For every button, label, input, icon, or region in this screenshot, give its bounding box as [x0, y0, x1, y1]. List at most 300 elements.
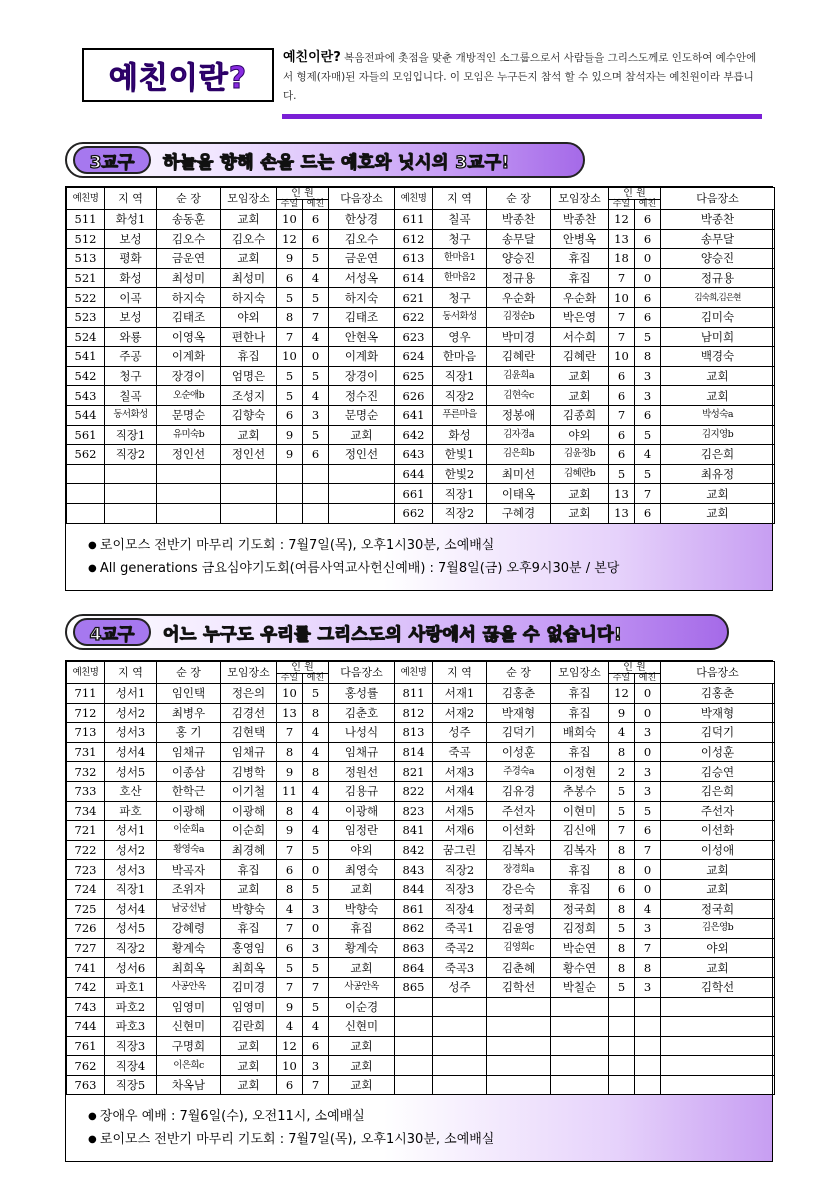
- note-item: ● 로이모스 전반기 마무리 기도회 : 7월7일(목), 오후1시30분, 소예배실: [88, 534, 772, 557]
- cell-place: 하지숙: [221, 288, 277, 308]
- cell-yechin: 4: [635, 445, 661, 465]
- cell-sunday: 18: [609, 249, 635, 269]
- cell-next: 정원선: [329, 762, 395, 782]
- cell-leader: 조위자: [157, 879, 221, 899]
- cell-yechin: 8: [303, 703, 329, 723]
- cell-place: 교회: [221, 249, 277, 269]
- cell-id: 744: [67, 1017, 105, 1037]
- cell-place: 추봉수: [551, 781, 609, 801]
- cell-yechin: 4: [303, 801, 329, 821]
- cell-region: 화성: [105, 268, 157, 288]
- cell-place: 홍영임: [221, 938, 277, 958]
- cell-yechin: [635, 1056, 661, 1076]
- cell-place: 안병옥: [551, 229, 609, 249]
- cell-id: [67, 503, 105, 523]
- cell-yechin: 6: [635, 307, 661, 327]
- cell-next: 서성옥: [329, 268, 395, 288]
- cell-yechin: 0: [303, 919, 329, 939]
- cell-id: 512: [67, 229, 105, 249]
- cell-region: 청구: [105, 366, 157, 386]
- table-row: [67, 703, 775, 723]
- cell-next: 양승진: [661, 249, 775, 269]
- cell-id: 644: [395, 464, 433, 484]
- cell-place: 휴집: [551, 684, 609, 704]
- cell-id: 721: [67, 821, 105, 841]
- cell-region: 평화: [105, 249, 157, 269]
- cell-id: 561: [67, 425, 105, 445]
- cell-sunday: 6: [277, 1075, 303, 1095]
- cell-next: 교회: [661, 958, 775, 978]
- cell-sunday: 2: [609, 762, 635, 782]
- cell-leader: 이선화: [487, 821, 551, 841]
- cell-next: 신현미: [329, 1017, 395, 1037]
- cell-sunday: 12: [609, 684, 635, 704]
- district4-section: [65, 660, 773, 1162]
- divider-line: [282, 114, 762, 119]
- cell-place: 교회: [221, 210, 277, 230]
- cell-id: 812: [395, 703, 433, 723]
- cell-yechin: 4: [303, 821, 329, 841]
- col-next: 다음장소: [661, 188, 775, 210]
- intro-title: 예친이란?: [283, 50, 341, 65]
- cell-place: 엄명은: [221, 366, 277, 386]
- cell-id: 725: [67, 899, 105, 919]
- cell-region: 죽곡2: [433, 938, 487, 958]
- cell-region: [433, 1075, 487, 1095]
- cell-leader: 강혜령: [157, 919, 221, 939]
- cell-sunday: 10: [277, 210, 303, 230]
- table-row: [67, 445, 775, 465]
- cell-yechin: 4: [303, 268, 329, 288]
- cell-region: 보성: [105, 307, 157, 327]
- district3-slogan: 하늘을 향해 손을 드는 예호와 닛시의 3교구!: [163, 153, 510, 173]
- cell-leader: 이성훈: [487, 742, 551, 762]
- col-region: 지 역: [433, 188, 487, 210]
- cell-id: 661: [395, 484, 433, 504]
- cell-yechin: 0: [635, 742, 661, 762]
- cell-next: 정수진: [329, 386, 395, 406]
- cell-next: 교회: [661, 386, 775, 406]
- cell-yechin: 7: [635, 938, 661, 958]
- cell-sunday: 6: [609, 879, 635, 899]
- cell-sunday: 7: [277, 723, 303, 743]
- cell-next: [661, 997, 775, 1017]
- cell-yechin: 3: [635, 762, 661, 782]
- district3-notes: [66, 524, 772, 590]
- cell-sunday: [277, 464, 303, 484]
- cell-id: 523: [67, 307, 105, 327]
- cell-region: 파호2: [105, 997, 157, 1017]
- cell-region: 파호3: [105, 1017, 157, 1037]
- table-row: [67, 425, 775, 445]
- cell-sunday: 10: [609, 347, 635, 367]
- cell-sunday: 7: [609, 307, 635, 327]
- cell-place: 최경혜: [221, 840, 277, 860]
- cell-place: 교회: [221, 1056, 277, 1076]
- cell-leader: 김덕기: [487, 723, 551, 743]
- cell-leader: 김은희b: [487, 445, 551, 465]
- cell-next: 김은영b: [661, 919, 775, 939]
- cell-place: 휴집: [551, 268, 609, 288]
- cell-region: 성서3: [105, 723, 157, 743]
- cell-place: [551, 997, 609, 1017]
- cell-yechin: [303, 484, 329, 504]
- cell-place: 박향숙: [221, 899, 277, 919]
- cell-next: 야외: [329, 840, 395, 860]
- cell-leader: 김학선: [487, 977, 551, 997]
- cell-next: 이선화: [661, 821, 775, 841]
- cell-yechin: 5: [303, 879, 329, 899]
- table-header-row: [67, 662, 775, 684]
- cell-place: 김혜란b: [551, 464, 609, 484]
- cell-leader: [157, 503, 221, 523]
- cell-leader: 박재형: [487, 703, 551, 723]
- cell-id: 743: [67, 997, 105, 1017]
- table-row: [67, 503, 775, 523]
- cell-yechin: 4: [303, 327, 329, 347]
- cell-next: 교회: [329, 425, 395, 445]
- cell-yechin: 0: [635, 249, 661, 269]
- cell-place: 이광해: [221, 801, 277, 821]
- cell-sunday: [609, 1036, 635, 1056]
- cell-yechin: 6: [635, 229, 661, 249]
- cell-next: 한상경: [329, 210, 395, 230]
- cell-leader: 임영미: [157, 997, 221, 1017]
- cell-leader: 정봉애: [487, 405, 551, 425]
- cell-region: [433, 997, 487, 1017]
- cell-yechin: 5: [303, 684, 329, 704]
- cell-yechin: 3: [635, 919, 661, 939]
- cell-place: 휴집: [551, 742, 609, 762]
- cell-sunday: 8: [277, 801, 303, 821]
- cell-sunday: 8: [609, 938, 635, 958]
- cell-place: 김종희: [551, 405, 609, 425]
- cell-yechin: 0: [635, 684, 661, 704]
- cell-next: 김지영b: [661, 425, 775, 445]
- cell-place: 박은영: [551, 307, 609, 327]
- cell-id: 741: [67, 958, 105, 978]
- cell-sunday: 5: [277, 288, 303, 308]
- table-row: [67, 879, 775, 899]
- cell-next: 교회: [329, 879, 395, 899]
- cell-sunday: 13: [609, 229, 635, 249]
- cell-sunday: 12: [277, 1036, 303, 1056]
- cell-next: 김용규: [329, 781, 395, 801]
- cell-id: 611: [395, 210, 433, 230]
- cell-place: 우순화: [551, 288, 609, 308]
- cell-id: 624: [395, 347, 433, 367]
- cell-place: 정국희: [551, 899, 609, 919]
- cell-id: [67, 484, 105, 504]
- table-row: [67, 977, 775, 997]
- cell-place: 김복자: [551, 840, 609, 860]
- cell-sunday: 9: [277, 821, 303, 841]
- cell-next: 김홍춘: [661, 684, 775, 704]
- cell-next: 교회: [329, 1056, 395, 1076]
- cell-region: 파호1: [105, 977, 157, 997]
- table-row: [67, 249, 775, 269]
- cell-sunday: 10: [277, 684, 303, 704]
- cell-sunday: [609, 997, 635, 1017]
- cell-yechin: 0: [303, 860, 329, 880]
- cell-next: 금운연: [329, 249, 395, 269]
- cell-yechin: 6: [635, 288, 661, 308]
- cell-next: 교회: [661, 366, 775, 386]
- cell-next: 김태조: [329, 307, 395, 327]
- cell-leader: 송무달: [487, 229, 551, 249]
- cell-place: 김윤정b: [551, 445, 609, 465]
- table-row: [67, 386, 775, 406]
- cell-next: 황계숙: [329, 938, 395, 958]
- cell-id: [67, 464, 105, 484]
- cell-yechin: 3: [635, 723, 661, 743]
- cell-place: 김경선: [221, 703, 277, 723]
- cell-sunday: [609, 1017, 635, 1037]
- cell-leader: [157, 464, 221, 484]
- cell-leader: 김영희c: [487, 938, 551, 958]
- cell-yechin: 6: [303, 210, 329, 230]
- cell-yechin: 3: [635, 366, 661, 386]
- cell-id: 811: [395, 684, 433, 704]
- cell-id: 612: [395, 229, 433, 249]
- cell-leader: 정국희: [487, 899, 551, 919]
- cell-leader: 장경희a: [487, 860, 551, 880]
- cell-region: 직장2: [433, 386, 487, 406]
- cell-region: 칠곡: [433, 210, 487, 230]
- cell-leader: 김복자: [487, 840, 551, 860]
- cell-next: 문명순: [329, 405, 395, 425]
- cell-place: 교회: [551, 503, 609, 523]
- cell-place: 황수연: [551, 958, 609, 978]
- cell-place: [551, 1075, 609, 1095]
- cell-next: 하지숙: [329, 288, 395, 308]
- cell-yechin: 5: [635, 327, 661, 347]
- cell-sunday: 13: [609, 484, 635, 504]
- cell-region: 호산: [105, 781, 157, 801]
- cell-id: 841: [395, 821, 433, 841]
- cell-place: 이정현: [551, 762, 609, 782]
- cell-leader: 이종삼: [157, 762, 221, 782]
- cell-id: 713: [67, 723, 105, 743]
- cell-region: 청구: [433, 288, 487, 308]
- cell-region: 죽곡1: [433, 919, 487, 939]
- cell-leader: [487, 1056, 551, 1076]
- cell-id: 542: [67, 366, 105, 386]
- cell-place: 편한나: [221, 327, 277, 347]
- cell-next: [329, 484, 395, 504]
- cell-region: 직장4: [105, 1056, 157, 1076]
- cell-yechin: 3: [635, 781, 661, 801]
- note-item: ● 로이모스 전반기 마무리 기도회 : 7월7일(목), 오후1시30분, 소예배실: [88, 1128, 772, 1151]
- cell-leader: 정규용: [487, 268, 551, 288]
- cell-leader: 김현숙c: [487, 386, 551, 406]
- cell-region: [105, 503, 157, 523]
- cell-place: 교회: [551, 366, 609, 386]
- district4-table: [66, 661, 775, 1095]
- cell-region: 청구: [433, 229, 487, 249]
- cell-sunday: 12: [609, 210, 635, 230]
- cell-sunday: 5: [277, 366, 303, 386]
- cell-sunday: 9: [277, 762, 303, 782]
- cell-yechin: 8: [635, 347, 661, 367]
- cell-id: 623: [395, 327, 433, 347]
- table-header-row: [67, 188, 775, 210]
- table-row: [67, 327, 775, 347]
- cell-region: 성서5: [105, 919, 157, 939]
- cell-sunday: 10: [277, 347, 303, 367]
- cell-region: 성서4: [105, 742, 157, 762]
- cell-next: 야외: [661, 938, 775, 958]
- cell-next: 교회: [329, 1036, 395, 1056]
- cell-yechin: 4: [303, 723, 329, 743]
- cell-leader: 임채규: [157, 742, 221, 762]
- cell-next: 이성훈: [661, 742, 775, 762]
- cell-place: 김향숙: [221, 405, 277, 425]
- cell-region: 이곡: [105, 288, 157, 308]
- cell-place: 교회: [221, 425, 277, 445]
- cell-region: 직장1: [105, 425, 157, 445]
- table-row: [67, 938, 775, 958]
- cell-region: 화성1: [105, 210, 157, 230]
- cell-region: 서재4: [433, 781, 487, 801]
- cell-leader: 양승진: [487, 249, 551, 269]
- cell-sunday: 5: [609, 919, 635, 939]
- cell-next: 임정란: [329, 821, 395, 841]
- col-region: 지 역: [105, 662, 157, 684]
- cell-sunday: 7: [277, 840, 303, 860]
- cell-yechin: 6: [303, 1036, 329, 1056]
- cell-region: 서재1: [433, 684, 487, 704]
- cell-region: 성서1: [105, 821, 157, 841]
- cell-region: 한마음2: [433, 268, 487, 288]
- table-row: [67, 821, 775, 841]
- cell-next: [661, 1036, 775, 1056]
- table-row: [67, 405, 775, 425]
- cell-yechin: [635, 997, 661, 1017]
- table-row: [67, 307, 775, 327]
- cell-place: 김병학: [221, 762, 277, 782]
- cell-sunday: 6: [609, 425, 635, 445]
- note-item: ● 장애우 예배 : 7월6일(수), 오전11시, 소예배실: [88, 1105, 772, 1128]
- cell-id: 727: [67, 938, 105, 958]
- cell-yechin: [303, 464, 329, 484]
- cell-yechin: 5: [303, 840, 329, 860]
- cell-leader: 박곡자: [157, 860, 221, 880]
- table-row: [67, 288, 775, 308]
- cell-region: 직장1: [105, 879, 157, 899]
- cell-region: 성서1: [105, 684, 157, 704]
- col-next: 다음장소: [661, 662, 775, 684]
- cell-leader: 김춘혜: [487, 958, 551, 978]
- cell-leader: 박미경: [487, 327, 551, 347]
- cell-next: [329, 464, 395, 484]
- cell-leader: 임인택: [157, 684, 221, 704]
- cell-next: 정국희: [661, 899, 775, 919]
- intro-paragraph: [283, 48, 763, 106]
- cell-id: 613: [395, 249, 433, 269]
- cell-id: 625: [395, 366, 433, 386]
- cell-id: 711: [67, 684, 105, 704]
- cell-next: 휴집: [329, 919, 395, 939]
- table-row: [67, 997, 775, 1017]
- cell-id: 726: [67, 919, 105, 939]
- cell-yechin: 3: [635, 977, 661, 997]
- table-row: [67, 899, 775, 919]
- cell-sunday: 5: [609, 464, 635, 484]
- cell-sunday: 7: [277, 977, 303, 997]
- table-row: [67, 860, 775, 880]
- table-row: [67, 781, 775, 801]
- cell-sunday: [277, 484, 303, 504]
- cell-leader: 남궁선남: [157, 899, 221, 919]
- cell-place: 교회: [221, 879, 277, 899]
- cell-yechin: 7: [303, 977, 329, 997]
- cell-region: 화성: [433, 425, 487, 445]
- cell-sunday: 5: [609, 977, 635, 997]
- logo-box: [82, 48, 274, 102]
- cell-leader: 오순애b: [157, 386, 221, 406]
- cell-place: 박종찬: [551, 210, 609, 230]
- cell-yechin: 3: [303, 899, 329, 919]
- district4-body: [67, 684, 775, 1095]
- cell-id: [395, 1056, 433, 1076]
- cell-place: 휴집: [551, 860, 609, 880]
- district4-notes: [66, 1095, 772, 1161]
- cell-place: 김란희: [221, 1017, 277, 1037]
- cell-next: 최유정: [661, 464, 775, 484]
- cell-region: 직장1: [433, 484, 487, 504]
- cell-id: [395, 1075, 433, 1095]
- cell-place: [221, 484, 277, 504]
- cell-next: [661, 1017, 775, 1037]
- cell-place: 휴집: [221, 860, 277, 880]
- cell-next: 김오수: [329, 229, 395, 249]
- cell-sunday: 8: [277, 307, 303, 327]
- cell-yechin: 5: [303, 997, 329, 1017]
- col-members: 인 원 주일 예친: [277, 662, 329, 684]
- cell-id: 813: [395, 723, 433, 743]
- cell-id: 513: [67, 249, 105, 269]
- cell-sunday: 10: [277, 1056, 303, 1076]
- cell-id: [395, 997, 433, 1017]
- cell-region: 직장3: [433, 879, 487, 899]
- cell-yechin: 7: [635, 840, 661, 860]
- cell-leader: 강은숙: [487, 879, 551, 899]
- cell-region: 직장1: [433, 366, 487, 386]
- cell-leader: 김혜란: [487, 347, 551, 367]
- cell-id: 864: [395, 958, 433, 978]
- cell-region: 동서화성: [105, 405, 157, 425]
- cell-sunday: 8: [277, 742, 303, 762]
- col-id: 예친명: [67, 662, 105, 684]
- district3-body: [67, 210, 775, 524]
- cell-sunday: 6: [609, 445, 635, 465]
- cell-next: 김학선: [661, 977, 775, 997]
- district3-banner: [65, 142, 585, 182]
- cell-id: 732: [67, 762, 105, 782]
- cell-place: 정인선: [221, 445, 277, 465]
- cell-place: 교회: [551, 386, 609, 406]
- cell-sunday: 4: [277, 899, 303, 919]
- district3-table: [66, 187, 775, 524]
- table-row: [67, 919, 775, 939]
- cell-sunday: 8: [609, 860, 635, 880]
- col-place: 모임장소: [551, 188, 609, 210]
- col-region: 지 역: [105, 188, 157, 210]
- cell-yechin: 5: [635, 464, 661, 484]
- cell-place: 교회: [221, 1036, 277, 1056]
- cell-leader: 이태옥: [487, 484, 551, 504]
